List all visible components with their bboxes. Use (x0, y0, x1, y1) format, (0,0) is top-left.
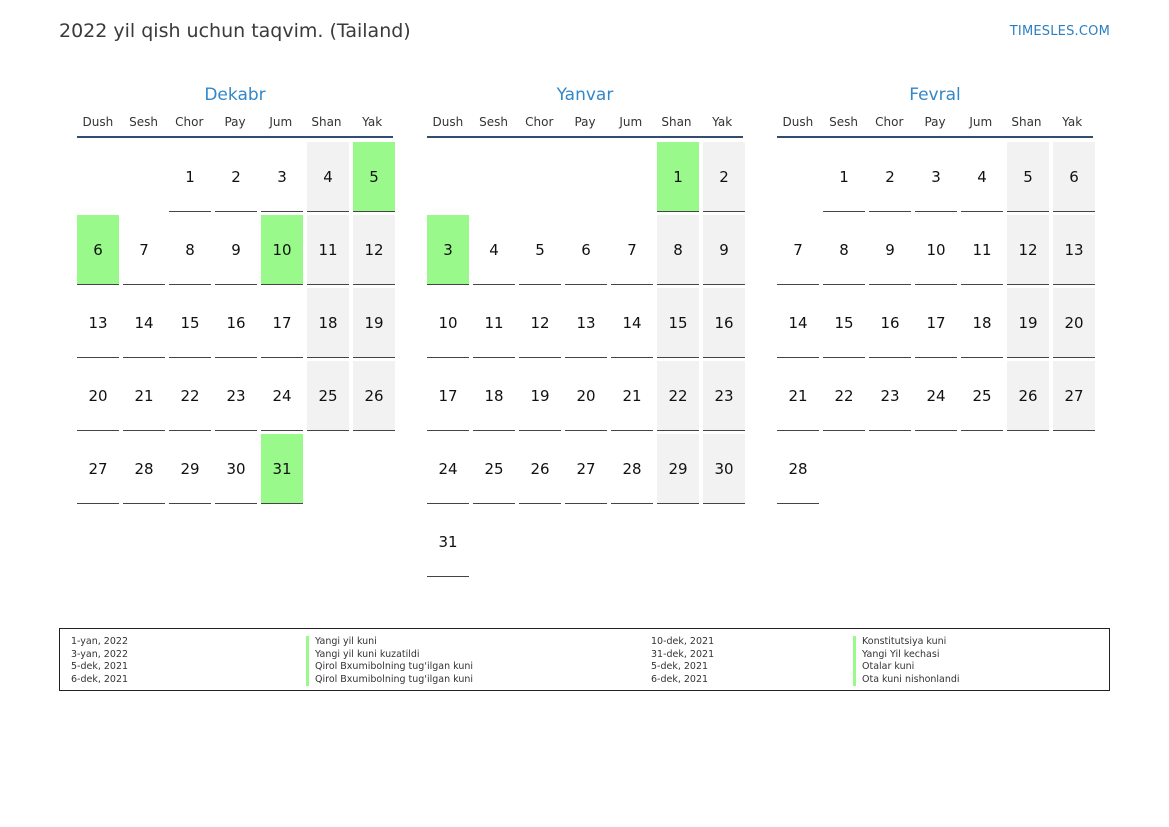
day-cell: 11 (473, 288, 515, 358)
day-cell: 16 (869, 288, 911, 358)
day-cell: 3 (427, 215, 469, 285)
day-cell: 5 (519, 215, 561, 285)
legend-names-right (853, 636, 960, 686)
day-cell: 12 (1007, 215, 1049, 285)
day-cell: 19 (1007, 288, 1049, 358)
legend-names-left (306, 636, 473, 686)
day-cell: 23 (869, 361, 911, 431)
day-cell: 31 (261, 434, 303, 504)
day-cell: 19 (519, 361, 561, 431)
day-cell: 17 (915, 288, 957, 358)
day-cell: 10 (427, 288, 469, 358)
legend-date: 31-dek, 2021 (651, 648, 715, 660)
day-cell: 14 (123, 288, 165, 358)
empty-cell (77, 142, 119, 212)
legend-date: 6-dek, 2021 (651, 673, 709, 685)
day-cell: 8 (657, 215, 699, 285)
day-cell: 21 (611, 361, 653, 431)
day-cell: 12 (353, 215, 395, 285)
weekday-label: Sesh (479, 115, 508, 129)
day-cell: 31 (427, 507, 469, 577)
month-title: Yanvar (556, 85, 614, 105)
day-cell: 21 (777, 361, 819, 431)
day-grid (427, 142, 743, 577)
empty-cell (611, 142, 653, 212)
empty-cell (565, 142, 607, 212)
weekday-label: Pay (574, 115, 596, 129)
day-cell: 13 (77, 288, 119, 358)
holiday-legend (59, 628, 1110, 691)
day-cell: 9 (703, 215, 745, 285)
day-cell: 17 (427, 361, 469, 431)
day-cell: 11 (307, 215, 349, 285)
day-cell: 26 (519, 434, 561, 504)
day-cell: 21 (123, 361, 165, 431)
day-cell: 24 (261, 361, 303, 431)
day-cell: 27 (565, 434, 607, 504)
day-cell: 14 (777, 288, 819, 358)
day-cell: 17 (261, 288, 303, 358)
legend-date: 10-dek, 2021 (651, 636, 715, 647)
day-cell: 7 (611, 215, 653, 285)
day-cell: 7 (123, 215, 165, 285)
weekday-label: Yak (712, 115, 733, 129)
legend-holiday-name: Yangi yil kuni (306, 636, 473, 649)
legend-holiday-name: Ota kuni nishonlandi (853, 674, 960, 687)
page-title: 2022 yil qish uchun taqvim. (Tailand) (59, 20, 411, 42)
legend-holiday-name: Konstitutsiya kuni (853, 636, 960, 649)
weekday-label: Jum (969, 115, 993, 129)
day-cell: 18 (961, 288, 1003, 358)
weekday-header (77, 114, 393, 138)
weekday-label: Chor (875, 115, 904, 129)
legend-date: 6-dek, 2021 (71, 673, 129, 685)
day-cell: 1 (169, 142, 211, 212)
day-cell: 19 (353, 288, 395, 358)
month-calendar-dekabr (77, 84, 393, 504)
day-cell: 28 (611, 434, 653, 504)
day-grid (777, 142, 1093, 504)
weekday-label: Sesh (829, 115, 858, 129)
legend-dates-left (71, 636, 128, 686)
day-cell: 20 (1053, 288, 1095, 358)
day-grid (77, 142, 393, 504)
month-calendar-fevral (777, 84, 1093, 504)
day-cell: 27 (77, 434, 119, 504)
day-cell: 15 (657, 288, 699, 358)
day-cell: 30 (703, 434, 745, 504)
day-cell: 20 (77, 361, 119, 431)
day-cell: 2 (703, 142, 745, 212)
day-cell: 18 (307, 288, 349, 358)
day-cell: 6 (1053, 142, 1095, 212)
empty-cell (473, 142, 515, 212)
legend-holiday-name: Qirol Bxumibolning tug'ilgan kuni (306, 674, 473, 687)
weekday-label: Pay (224, 115, 246, 129)
weekday-header (777, 114, 1093, 138)
weekday-label: Dush (432, 115, 464, 129)
day-cell: 9 (869, 215, 911, 285)
empty-cell (123, 142, 165, 212)
day-cell: 7 (777, 215, 819, 285)
day-cell: 16 (703, 288, 745, 358)
legend-holiday-name: Yangi Yil kechasi (853, 649, 960, 662)
day-cell: 14 (611, 288, 653, 358)
day-cell: 15 (823, 288, 865, 358)
weekday-label: Pay (924, 115, 946, 129)
day-cell: 5 (1007, 142, 1049, 212)
day-cell: 29 (657, 434, 699, 504)
day-cell: 13 (565, 288, 607, 358)
legend-date: 5-dek, 2021 (651, 661, 709, 672)
weekday-label: Shan (1011, 115, 1042, 129)
weekday-header (427, 114, 743, 138)
legend-holiday-name: Qirol Bxumibolning tug'ilgan kuni (306, 661, 473, 674)
day-cell: 25 (473, 434, 515, 504)
day-cell: 30 (215, 434, 257, 504)
weekday-label: Shan (661, 115, 692, 129)
day-cell: 3 (261, 142, 303, 212)
day-cell: 24 (915, 361, 957, 431)
legend-date: 3-yan, 2022 (71, 648, 128, 660)
day-cell: 6 (565, 215, 607, 285)
day-cell: 10 (915, 215, 957, 285)
day-cell: 9 (215, 215, 257, 285)
day-cell: 2 (869, 142, 911, 212)
month-calendar-yanvar (427, 84, 743, 577)
weekday-label: Chor (525, 115, 554, 129)
day-cell: 27 (1053, 361, 1095, 431)
day-cell: 4 (473, 215, 515, 285)
legend-dates-right (651, 636, 714, 686)
day-cell: 26 (1007, 361, 1049, 431)
day-cell: 20 (565, 361, 607, 431)
day-cell: 22 (657, 361, 699, 431)
day-cell: 4 (307, 142, 349, 212)
empty-cell (427, 142, 469, 212)
day-cell: 8 (823, 215, 865, 285)
legend-date: 1-yan, 2022 (71, 636, 128, 647)
legend-holiday-name: Otalar kuni (853, 661, 960, 674)
day-cell: 11 (961, 215, 1003, 285)
day-cell: 16 (215, 288, 257, 358)
day-cell: 13 (1053, 215, 1095, 285)
brand-link[interactable]: TIMESLES.COM (1009, 24, 1110, 39)
day-cell: 26 (353, 361, 395, 431)
weekday-label: Shan (311, 115, 342, 129)
day-cell: 28 (777, 434, 819, 504)
day-cell: 12 (519, 288, 561, 358)
legend-date: 5-dek, 2021 (71, 661, 129, 672)
day-cell: 18 (473, 361, 515, 431)
weekday-label: Dush (82, 115, 114, 129)
day-cell: 28 (123, 434, 165, 504)
empty-cell (777, 142, 819, 212)
day-cell: 10 (261, 215, 303, 285)
day-cell: 4 (961, 142, 1003, 212)
day-cell: 29 (169, 434, 211, 504)
day-cell: 8 (169, 215, 211, 285)
weekday-label: Chor (175, 115, 204, 129)
day-cell: 5 (353, 142, 395, 212)
day-cell: 25 (961, 361, 1003, 431)
day-cell: 1 (657, 142, 699, 212)
empty-cell (519, 142, 561, 212)
weekday-label: Dush (782, 115, 814, 129)
day-cell: 22 (169, 361, 211, 431)
day-cell: 6 (77, 215, 119, 285)
day-cell: 3 (915, 142, 957, 212)
day-cell: 2 (215, 142, 257, 212)
day-cell: 23 (215, 361, 257, 431)
legend-holiday-name: Yangi yil kuni kuzatildi (306, 649, 473, 662)
weekday-label: Sesh (129, 115, 158, 129)
weekday-label: Jum (269, 115, 293, 129)
weekday-label: Jum (619, 115, 643, 129)
weekday-label: Yak (1062, 115, 1083, 129)
day-cell: 15 (169, 288, 211, 358)
day-cell: 1 (823, 142, 865, 212)
month-title: Fevral (909, 85, 961, 105)
day-cell: 25 (307, 361, 349, 431)
day-cell: 23 (703, 361, 745, 431)
day-cell: 24 (427, 434, 469, 504)
day-cell: 22 (823, 361, 865, 431)
weekday-label: Yak (362, 115, 383, 129)
month-title: Dekabr (204, 85, 266, 105)
